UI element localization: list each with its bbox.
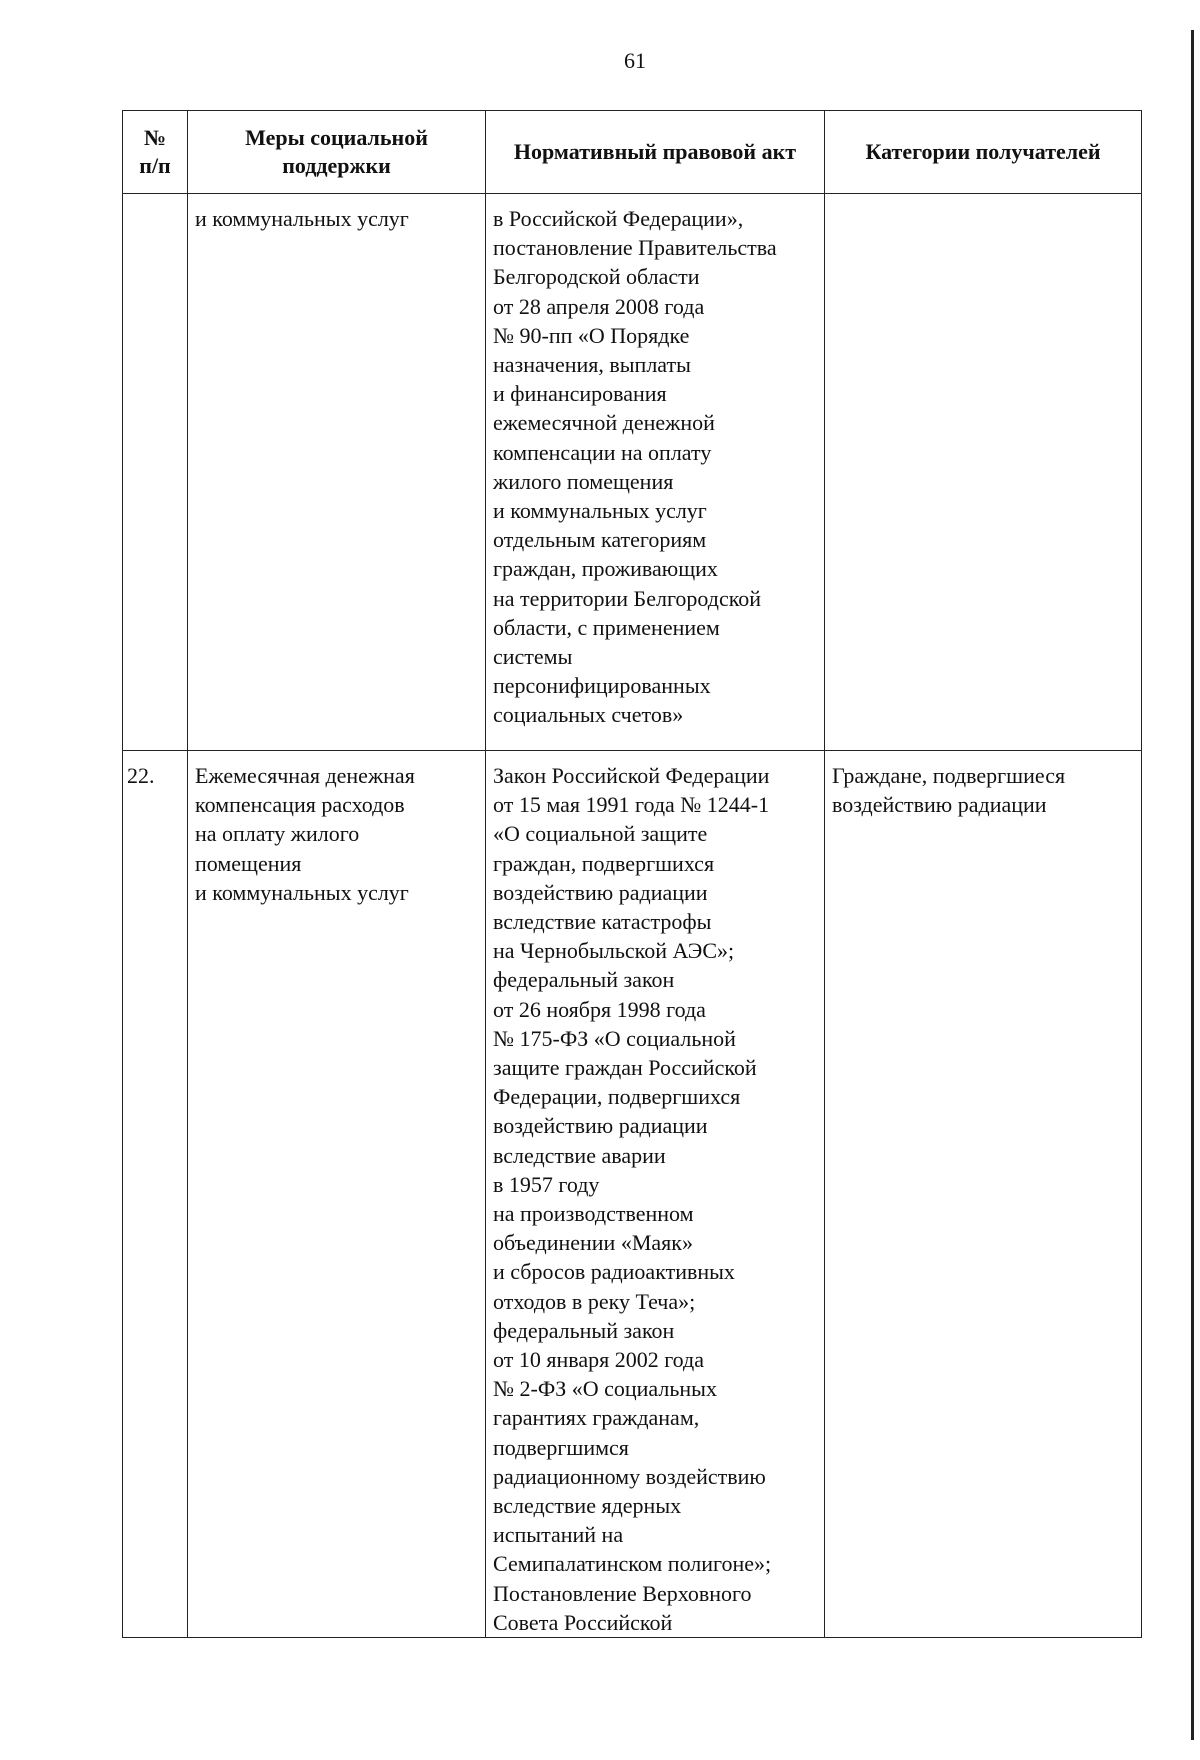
table-row (123, 194, 1142, 751)
header-act: Нормативный правовой акт (486, 111, 825, 194)
row-categories: Граждане, подвергшиеся воздействию радиации (825, 751, 1142, 1638)
row-categories (825, 194, 1142, 751)
row-act: в Российской Федерации», постановление Правительства Белгородской области от 28 апреля 2008 года № 90-пп «О Порядке назначения, выплаты и финансирования ежемесячной денежной компенсации на оплату жилого помещения и коммунальных услуг отдельным категориям граждан, проживающих на территории Белгородской области, с применением системы персонифицированных социальных счетов» (486, 194, 825, 751)
row-num: 22. (123, 751, 188, 1638)
row-measure: Ежемесячная денежная компенсация расходов на оплату жилого помещения и коммунальных услуг (188, 751, 486, 1638)
table-row (123, 751, 1142, 1638)
page-number: 61 (624, 48, 646, 73)
row-act: Закон Российской Федерации от 15 мая 1991 года № 1244-1 «О социальной защите граждан, подвергшихся воздействию радиации вследствие катастрофы на Чернобыльской АЭС»; федеральный закон от 26 ноября 1998 года № 175-ФЗ «О социальной защите граждан Российской Федерации, подвергшихся воздействию радиации вследствие аварии в 1957 году на производственном объединении «Маяк» и сбросов радиоактивных отходов в реку Теча»; федеральный закон от 10 января 2002 года № 2-ФЗ «О социальных гарантиях гражданам, подвергшимся радиационному воздействию вследствие ядерных испытаний на Семипалатинском полигоне»; Постановление Верховного Совета Российской (486, 751, 825, 1638)
support-measures-table (122, 110, 1142, 1638)
table-header-row (123, 111, 1142, 194)
header-measures: Меры социальной поддержки (188, 111, 486, 194)
header-num: № п/п (123, 111, 188, 194)
row-measure: и коммунальных услуг (188, 194, 486, 751)
header-categories: Категории получателей (825, 111, 1142, 194)
scan-edge-line (1191, 30, 1194, 1740)
row-num (123, 194, 188, 751)
